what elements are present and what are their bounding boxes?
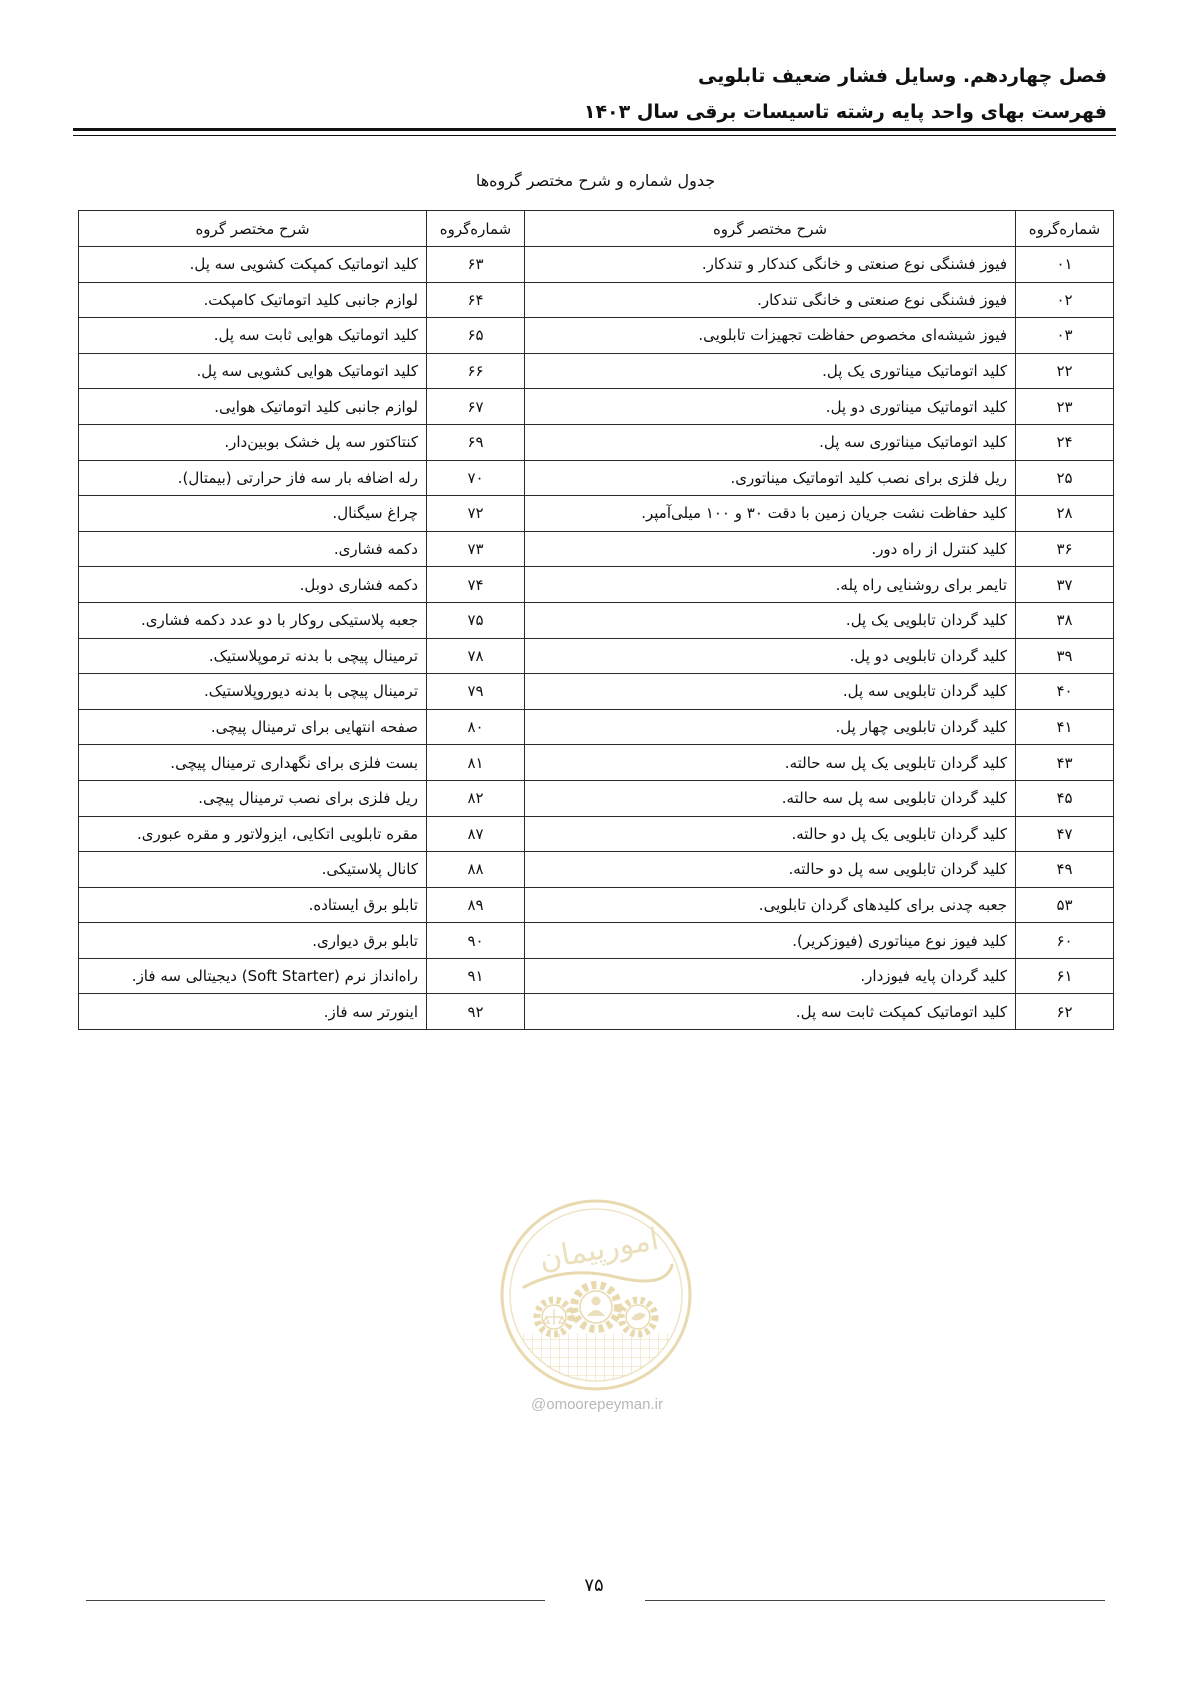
table-row xyxy=(79,638,1114,674)
group-code-cell: ۶۳ xyxy=(427,247,525,283)
group-description-cell: جعبه چدنی برای کلیدهای گردان تابلویی. xyxy=(525,887,1016,923)
group-code-cell: ۳۶ xyxy=(1016,531,1114,567)
group-description-cell: کلید گردان تابلویی سه پل. xyxy=(525,674,1016,710)
header-rule-thick xyxy=(73,128,1116,131)
group-description-cell: کلید گردان تابلویی سه پل دو حالته. xyxy=(525,852,1016,888)
table-row xyxy=(79,602,1114,638)
footer-rule-left xyxy=(86,1600,545,1601)
group-description-cell: کلید گردان تابلویی سه پل سه حالته. xyxy=(525,780,1016,816)
group-description-cell: کلید گردان تابلویی چهار پل. xyxy=(525,709,1016,745)
watermark-url: @omoorepeyman.ir xyxy=(531,1396,663,1413)
chapter-title: فصل چهاردهم. وسایل فشار ضعیف تابلویی xyxy=(697,65,1107,87)
group-code-cell: ۵۳ xyxy=(1016,887,1114,923)
group-code-cell: ۰۳ xyxy=(1016,318,1114,354)
group-description-cell: کلید اتوماتیک هوایی کشویی سه پل. xyxy=(79,353,427,389)
group-description-cell: فیوز شیشه‌ای مخصوص حفاظت تجهیزات تابلویی. xyxy=(525,318,1016,354)
group-description-cell: تابلو برق ایستاده. xyxy=(79,887,427,923)
gear-right-icon xyxy=(621,1300,655,1334)
group-code-cell: ۴۱ xyxy=(1016,709,1114,745)
group-code-cell: ۴۵ xyxy=(1016,780,1114,816)
group-description-cell: کلید اتوماتیک کمپکت کشویی سه پل. xyxy=(79,247,427,283)
table-body xyxy=(79,247,1114,1030)
header-rule-thin xyxy=(73,135,1116,136)
group-code-cell: ۷۵ xyxy=(427,602,525,638)
group-code-cell: ۰۱ xyxy=(1016,247,1114,283)
group-code-cell: ۲۲ xyxy=(1016,353,1114,389)
group-description-cell: کلید گردان تابلویی یک پل. xyxy=(525,602,1016,638)
group-code-cell: ۶۶ xyxy=(427,353,525,389)
watermark-logo xyxy=(496,1195,696,1395)
table-row xyxy=(79,318,1114,354)
group-description-cell: چراغ سیگنال. xyxy=(79,496,427,532)
group-code-cell: ۸۹ xyxy=(427,887,525,923)
table-row xyxy=(79,389,1114,425)
group-description-cell: راه‌انداز نرم (Soft Starter) دیجیتالی سه فاز. xyxy=(79,958,427,994)
group-code-cell: ۶۵ xyxy=(427,318,525,354)
table-row xyxy=(79,887,1114,923)
group-description-cell: کلید گردان پایه فیوزدار. xyxy=(525,958,1016,994)
group-description-cell: کلید اتوماتیک کمپکت ثابت سه پل. xyxy=(525,994,1016,1030)
table-caption: جدول شماره و شرح مختصر گروه‌ها xyxy=(475,171,716,190)
group-description-cell: رله اضافه بار سه فاز حرارتی (بیمتال). xyxy=(79,460,427,496)
group-code-cell: ۶۴ xyxy=(427,282,525,318)
group-code-cell: ۲۸ xyxy=(1016,496,1114,532)
group-description-cell: کلید حفاظت نشت جریان زمین با دقت ۳۰ و ۱۰۰ میلی‌آمپر. xyxy=(525,496,1016,532)
group-code-cell: ۶۱ xyxy=(1016,958,1114,994)
table-row xyxy=(79,780,1114,816)
table-row xyxy=(79,994,1114,1030)
group-code-cell: ۴۰ xyxy=(1016,674,1114,710)
group-code-cell: ۷۸ xyxy=(427,638,525,674)
table-row xyxy=(79,424,1114,460)
table-row xyxy=(79,923,1114,959)
group-code-cell: ۳۷ xyxy=(1016,567,1114,603)
group-code-cell: ۲۵ xyxy=(1016,460,1114,496)
table-row xyxy=(79,353,1114,389)
group-code-cell: ۷۹ xyxy=(427,674,525,710)
group-code-cell: ۷۰ xyxy=(427,460,525,496)
document-subtitle: فهرست بهای واحد پایه رشته تاسیسات برقی سال ۱۴۰۳ xyxy=(583,101,1107,123)
group-description-cell: بست فلزی برای نگهداری ترمینال پیچی. xyxy=(79,745,427,781)
page-header xyxy=(584,58,1107,130)
group-description-cell: کلید گردان تابلویی دو پل. xyxy=(525,638,1016,674)
header-group-number: شماره‌گروه xyxy=(1016,211,1114,247)
group-code-cell: ۹۰ xyxy=(427,923,525,959)
table-row xyxy=(79,496,1114,532)
group-description-cell: فیوز فشنگی نوع صنعتی و خانگی کندکار و تندکار. xyxy=(525,247,1016,283)
group-code-cell: ۸۰ xyxy=(427,709,525,745)
group-code-cell: ۸۷ xyxy=(427,816,525,852)
gear-left-icon xyxy=(537,1300,571,1334)
table-row xyxy=(79,709,1114,745)
group-code-cell: ۶۲ xyxy=(1016,994,1114,1030)
logo-calligraphy: امورپیمان xyxy=(536,1221,662,1278)
group-code-cell: ۷۴ xyxy=(427,567,525,603)
group-description-cell: کلید اتوماتیک میناتوری یک پل. xyxy=(525,353,1016,389)
group-code-cell: ۲۳ xyxy=(1016,389,1114,425)
group-code-cell: ۸۲ xyxy=(427,780,525,816)
table-row xyxy=(79,247,1114,283)
group-description-cell: کنتاکتور سه پل خشک بوبین‌دار. xyxy=(79,424,427,460)
group-code-cell: ۲۴ xyxy=(1016,424,1114,460)
group-description-cell: دکمه فشاری. xyxy=(79,531,427,567)
group-code-cell: ۶۷ xyxy=(427,389,525,425)
header-group-number: شماره‌گروه xyxy=(427,211,525,247)
group-description-cell: ترمینال پیچی با بدنه دیوروپلاستیک. xyxy=(79,674,427,710)
group-code-cell: ۷۲ xyxy=(427,496,525,532)
group-description-cell: کلید فیوز نوع میناتوری (فیوزکریر). xyxy=(525,923,1016,959)
group-description-cell: لوازم جانبی کلید اتوماتیک کامپکت. xyxy=(79,282,427,318)
group-description-cell: کانال پلاستیکی. xyxy=(79,852,427,888)
group-code-cell: ۶۹ xyxy=(427,424,525,460)
header-group-description: شرح مختصر گروه xyxy=(525,211,1016,247)
logo-grid xyxy=(496,1333,696,1395)
table-row xyxy=(79,282,1114,318)
group-code-cell: ۷۳ xyxy=(427,531,525,567)
group-description-cell: کلید اتوماتیک میناتوری دو پل. xyxy=(525,389,1016,425)
group-code-cell: ۳۸ xyxy=(1016,602,1114,638)
table-row xyxy=(79,567,1114,603)
group-description-cell: فیوز فشنگی نوع صنعتی و خانگی تندکار. xyxy=(525,282,1016,318)
table-row xyxy=(79,816,1114,852)
table-row xyxy=(79,460,1114,496)
group-code-cell: ۴۹ xyxy=(1016,852,1114,888)
group-code-cell: ۸۱ xyxy=(427,745,525,781)
group-description-cell: اینورتر سه فاز. xyxy=(79,994,427,1030)
group-description-cell: مقره تابلویی اتکایی، ایزولاتور و مقره عبوری. xyxy=(79,816,427,852)
group-description-cell: کلید اتوماتیک هوایی ثابت سه پل. xyxy=(79,318,427,354)
group-code-cell: ۸۸ xyxy=(427,852,525,888)
group-code-cell: ۴۳ xyxy=(1016,745,1114,781)
gear-center-icon xyxy=(574,1285,618,1329)
table-row xyxy=(79,745,1114,781)
header-group-description: شرح مختصر گروه xyxy=(79,211,427,247)
group-description-cell: ریل فلزی برای نصب کلید اتوماتیک میناتوری. xyxy=(525,460,1016,496)
group-description-cell: جعبه پلاستیکی روکار با دو عدد دکمه فشاری. xyxy=(79,602,427,638)
table-row xyxy=(79,958,1114,994)
table-row xyxy=(79,852,1114,888)
group-description-cell: ریل فلزی برای نصب ترمینال پیچی. xyxy=(79,780,427,816)
group-description-cell: لوازم جانبی کلید اتوماتیک هوایی. xyxy=(79,389,427,425)
table-row xyxy=(79,674,1114,710)
group-code-cell: ۴۷ xyxy=(1016,816,1114,852)
table-row xyxy=(79,531,1114,567)
group-description-cell: صفحه انتهایی برای ترمینال پیچی. xyxy=(79,709,427,745)
footer-rule-right xyxy=(645,1600,1105,1601)
page-number: ۷۵ xyxy=(584,1575,604,1596)
group-description-cell: تایمر برای روشنایی راه پله. xyxy=(525,567,1016,603)
group-description-cell: کلید گردان تابلویی یک پل دو حالته. xyxy=(525,816,1016,852)
group-code-cell: ۶۰ xyxy=(1016,923,1114,959)
group-description-cell: دکمه فشاری دوبل. xyxy=(79,567,427,603)
group-description-cell: تابلو برق دیواری. xyxy=(79,923,427,959)
group-code-cell: ۳۹ xyxy=(1016,638,1114,674)
group-description-cell: کلید اتوماتیک میناتوری سه پل. xyxy=(525,424,1016,460)
group-code-cell: ۹۱ xyxy=(427,958,525,994)
group-description-cell: کلید کنترل از راه دور. xyxy=(525,531,1016,567)
group-code-cell: ۰۲ xyxy=(1016,282,1114,318)
group-table xyxy=(78,210,1114,1030)
group-description-cell: ترمینال پیچی با بدنه ترموپلاستیک. xyxy=(79,638,427,674)
group-description-cell: کلید گردان تابلویی یک پل سه حالته. xyxy=(525,745,1016,781)
group-code-cell: ۹۲ xyxy=(427,994,525,1030)
table-header-row xyxy=(79,211,1114,247)
